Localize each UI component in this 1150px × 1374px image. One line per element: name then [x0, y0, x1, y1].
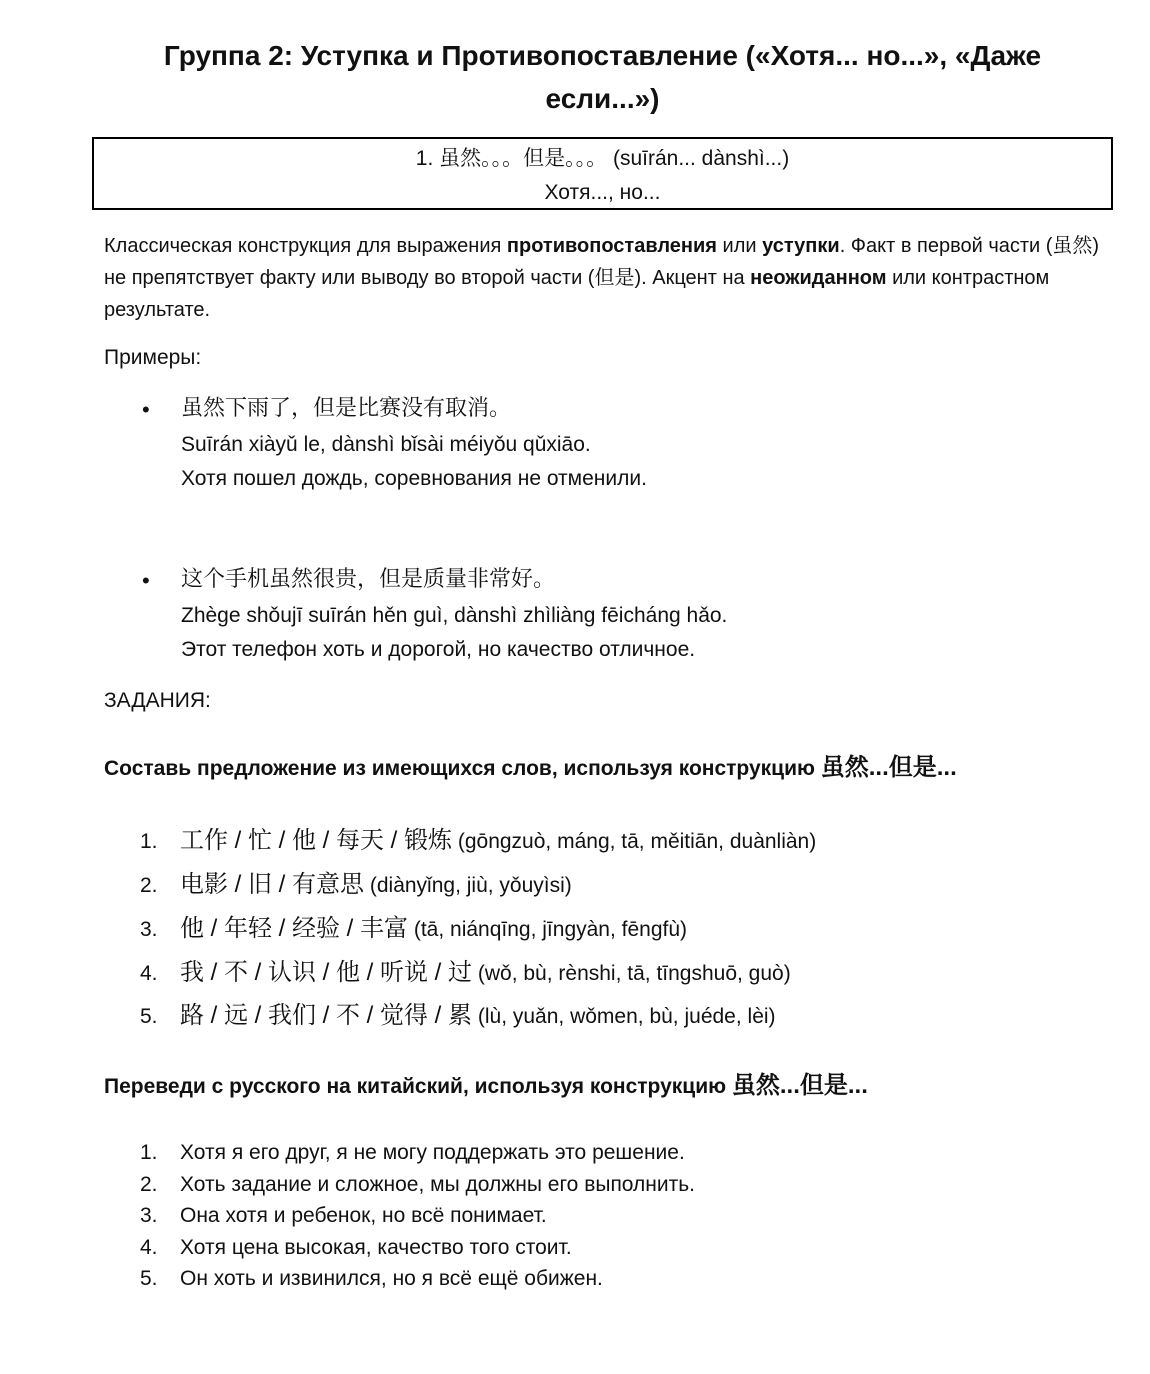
list-item — [140, 870, 572, 901]
task1-construction: 虽然...但是... — [820, 754, 957, 781]
title-line-2: если...») — [545, 83, 660, 114]
list-item — [140, 1001, 776, 1032]
item-number: 2. — [140, 874, 158, 897]
tasks-label: ЗАДАНИЯ: — [104, 689, 211, 712]
task2-construction: 虽然...但是... — [731, 1072, 868, 1099]
intro-paragraph — [104, 230, 1114, 326]
intro-bold-2: уступки — [762, 235, 840, 257]
intro-text-4: или контрастном результате. — [104, 267, 1050, 321]
page-title — [130, 34, 1075, 120]
title-line-1: Группа 2: Уступка и Противопоставление («Хотя... но...», «Даже — [163, 40, 1042, 71]
list-item — [140, 1170, 695, 1200]
item-number: 3. — [140, 1204, 158, 1227]
item-number: 5. — [140, 1267, 158, 1290]
item-chinese: 路 / 远 / 我们 / 不 / 觉得 / 累 — [180, 1002, 473, 1029]
bullet: • — [142, 568, 150, 593]
task1-heading-text: Составь предложение из имеющихся слов, используя конструкцию — [104, 757, 821, 780]
item-number: 4. — [140, 1236, 158, 1259]
item-number: 5. — [140, 1005, 158, 1028]
task1-heading — [104, 753, 1114, 784]
item-text: Хоть задание и сложное, мы должны его выполнить. — [180, 1173, 696, 1196]
example-chinese: 虽然下雨了，但是比赛没有取消。 — [181, 396, 512, 421]
item-text: Хотя я его друг, я не могу поддержать это решение. — [180, 1141, 685, 1164]
intro-text-3: . Факт в первой части (虽然) не препятствует факту или выводу во второй части (但是). Акцент на — [104, 235, 1100, 289]
item-chinese: 我 / 不 / 认识 / 他 / 听说 / 过 — [180, 959, 473, 986]
bullet: • — [142, 397, 150, 422]
example-pinyin: Suīrán xiàyǔ le, dànshì bǐsài méiyǒu qǔxiāo. — [181, 433, 591, 456]
list-item — [140, 914, 687, 945]
item-number: 4. — [140, 962, 158, 985]
intro-text-2: или — [716, 235, 763, 257]
construction-box — [92, 137, 1113, 210]
list-item — [140, 1201, 547, 1231]
item-text: Он хоть и извинился, но я всё ещё обижен. — [180, 1267, 603, 1290]
example-pinyin: Zhège shǒujī suīrán hěn guì, dànshì zhìliàng fēicháng hǎo. — [181, 604, 728, 627]
intro-text-1: Классическая конструкция для выражения — [104, 235, 507, 257]
list-item — [140, 1138, 685, 1168]
item-text: Она хотя и ребенок, но всё понимает. — [180, 1204, 547, 1227]
intro-bold-1: противопоставления — [506, 235, 717, 257]
item-number: 1. — [140, 830, 158, 853]
item-pinyin: (diànyǐng, jiù, yǒuyìsi) — [364, 874, 572, 897]
item-number: 3. — [140, 918, 158, 941]
item-pinyin: (wǒ, bù, rènshi, tā, tīngshuō, guò) — [472, 962, 791, 985]
item-chinese: 电影 / 旧 / 有意思 — [180, 871, 365, 898]
intro-bold-3: неожиданном — [750, 267, 887, 289]
example-russian: Хотя пошел дождь, соревнования не отменили. — [181, 467, 647, 490]
example-russian: Этот телефон хоть и дорогой, но качество отличное. — [181, 638, 696, 661]
item-number: 2. — [140, 1173, 158, 1196]
list-item — [140, 1264, 603, 1294]
item-chinese: 工作 / 忙 / 他 / 每天 / 锻炼 — [180, 827, 453, 854]
item-pinyin: (gōngzuò, máng, tā, měitiān, duànliàn) — [452, 830, 817, 853]
item-chinese: 他 / 年轻 / 经验 / 丰富 — [180, 915, 409, 942]
list-item — [140, 958, 791, 989]
list-item — [140, 1233, 572, 1263]
example-chinese: 这个手机虽然很贵，但是质量非常好。 — [181, 567, 556, 592]
task2-heading-text: Переведи с русского на китайский, используя конструкцию — [104, 1075, 732, 1098]
list-item — [140, 826, 816, 857]
construction-translation: Хотя..., но... — [544, 181, 661, 204]
task2-heading — [104, 1071, 1114, 1102]
item-number: 1. — [140, 1141, 158, 1164]
item-text: Хотя цена высокая, качество того стоит. — [180, 1236, 572, 1259]
item-pinyin: (tā, niánqīng, jīngyàn, fēngfù) — [408, 918, 688, 941]
item-pinyin: (lù, yuǎn, wǒmen, bù, juéde, lèi) — [472, 1005, 776, 1028]
examples-label: Примеры: — [104, 346, 202, 369]
construction-formula: 1. 虽然。。。但是。。。 (suīrán... dànshì...) — [415, 147, 790, 170]
